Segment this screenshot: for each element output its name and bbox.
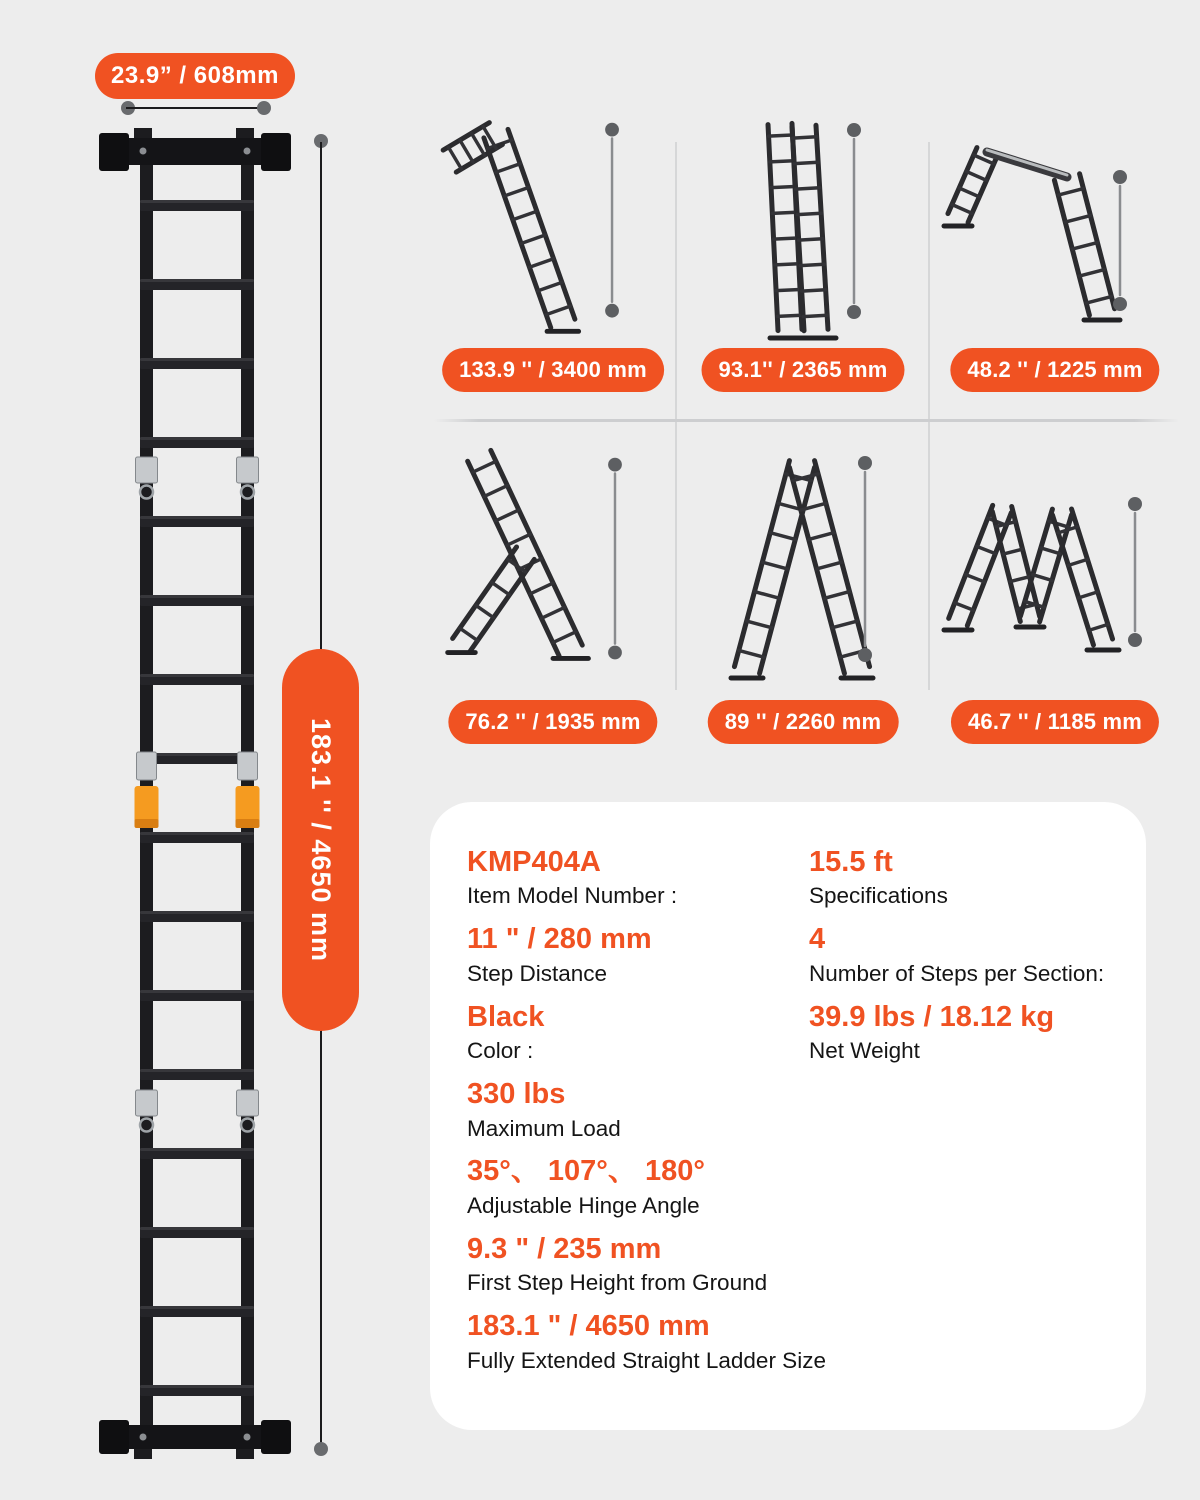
spec-column-right [809, 846, 1139, 1078]
spec-label: Maximum Load [467, 1115, 621, 1141]
spec-value: 15.5 ft [809, 846, 893, 878]
config-cell-m-fold [930, 430, 1180, 752]
measure-endpoint-dot [257, 101, 271, 115]
measure-endpoint-dot [314, 1442, 328, 1456]
spec-label: Specifications [809, 883, 948, 909]
spec-item-net-weight [809, 1001, 1139, 1064]
spec-item-max-load [467, 1078, 867, 1141]
spec-value: KMP404A [467, 846, 601, 878]
spec-label: Color : [467, 1038, 534, 1064]
straight-ladder-illustration [90, 120, 300, 1460]
width-dimension-pill: 23.9” / 608mm [95, 53, 295, 99]
m-fold-ladder-illustration [930, 430, 1180, 695]
spec-value: 330 lbs [467, 1078, 566, 1111]
spec-value: 183.1 " / 4650 mm [467, 1310, 710, 1343]
height-dimension-text: 183.1 '' / 4650 mm [306, 718, 336, 962]
config-dimension-pill: 93.1'' / 2365 mm [702, 348, 905, 392]
spec-value: 39.9 lbs / 18.12 kg [809, 1000, 1055, 1033]
measure-line-bar [126, 107, 266, 109]
config-cell-folded-twin-ladder [676, 110, 930, 410]
spec-item-steps-per-section [809, 923, 1139, 986]
spec-value: 35°、 107°、 180° [467, 1155, 705, 1188]
config-dimension-pill: 48.2 '' / 1225 mm [950, 348, 1159, 392]
spec-label: Fully Extended Straight Ladder Size [467, 1347, 826, 1373]
spec-item-first-step-height [467, 1233, 867, 1296]
config-cell-a-frame [676, 430, 930, 752]
spec-item-color [467, 1001, 867, 1064]
spec-item-specifications [809, 846, 1139, 909]
spec-label: Number of Steps per Section: [809, 960, 1105, 986]
spec-label: Adjustable Hinge Angle [467, 1192, 700, 1218]
extension-ladder-illustration [430, 110, 676, 350]
width-measure-line [121, 101, 271, 116]
stairway-config-illustration [430, 430, 676, 695]
height-dimension-pill [282, 649, 359, 1031]
spec-value: 9.3 " / 235 mm [467, 1232, 662, 1265]
config-dimension-pill: 76.2 '' / 1935 mm [448, 700, 657, 744]
folded-twin-ladder-illustration [676, 110, 930, 350]
spec-column-left [467, 846, 867, 1387]
spec-label: Item Model Number : [467, 883, 678, 909]
config-dimension-pill: 46.7 '' / 1185 mm [951, 700, 1159, 744]
spec-item-extended-size [467, 1310, 867, 1373]
config-cell-stairway [430, 430, 676, 752]
spec-label: First Step Height from Ground [467, 1270, 768, 1296]
spec-value: Black [467, 1000, 545, 1033]
spec-item-model-number [467, 846, 867, 909]
spec-card [430, 802, 1146, 1430]
spec-label: Net Weight [809, 1038, 920, 1064]
grid-divider-horizontal [434, 419, 1179, 422]
spec-label: Step Distance [467, 960, 608, 986]
spec-value: 4 [809, 923, 826, 956]
scaffold-illustration [930, 110, 1180, 350]
a-frame-ladder-illustration [676, 430, 930, 695]
spec-value: 11 " / 280 mm [467, 923, 652, 956]
config-cell-scaffold [930, 110, 1180, 410]
spec-item-hinge-angle [467, 1155, 867, 1218]
config-dimension-pill: 133.9 '' / 3400 mm [442, 348, 664, 392]
config-cell-extension-ladder [430, 110, 676, 410]
spec-item-step-distance [467, 923, 867, 986]
config-dimension-pill: 89 '' / 2260 mm [708, 700, 899, 744]
